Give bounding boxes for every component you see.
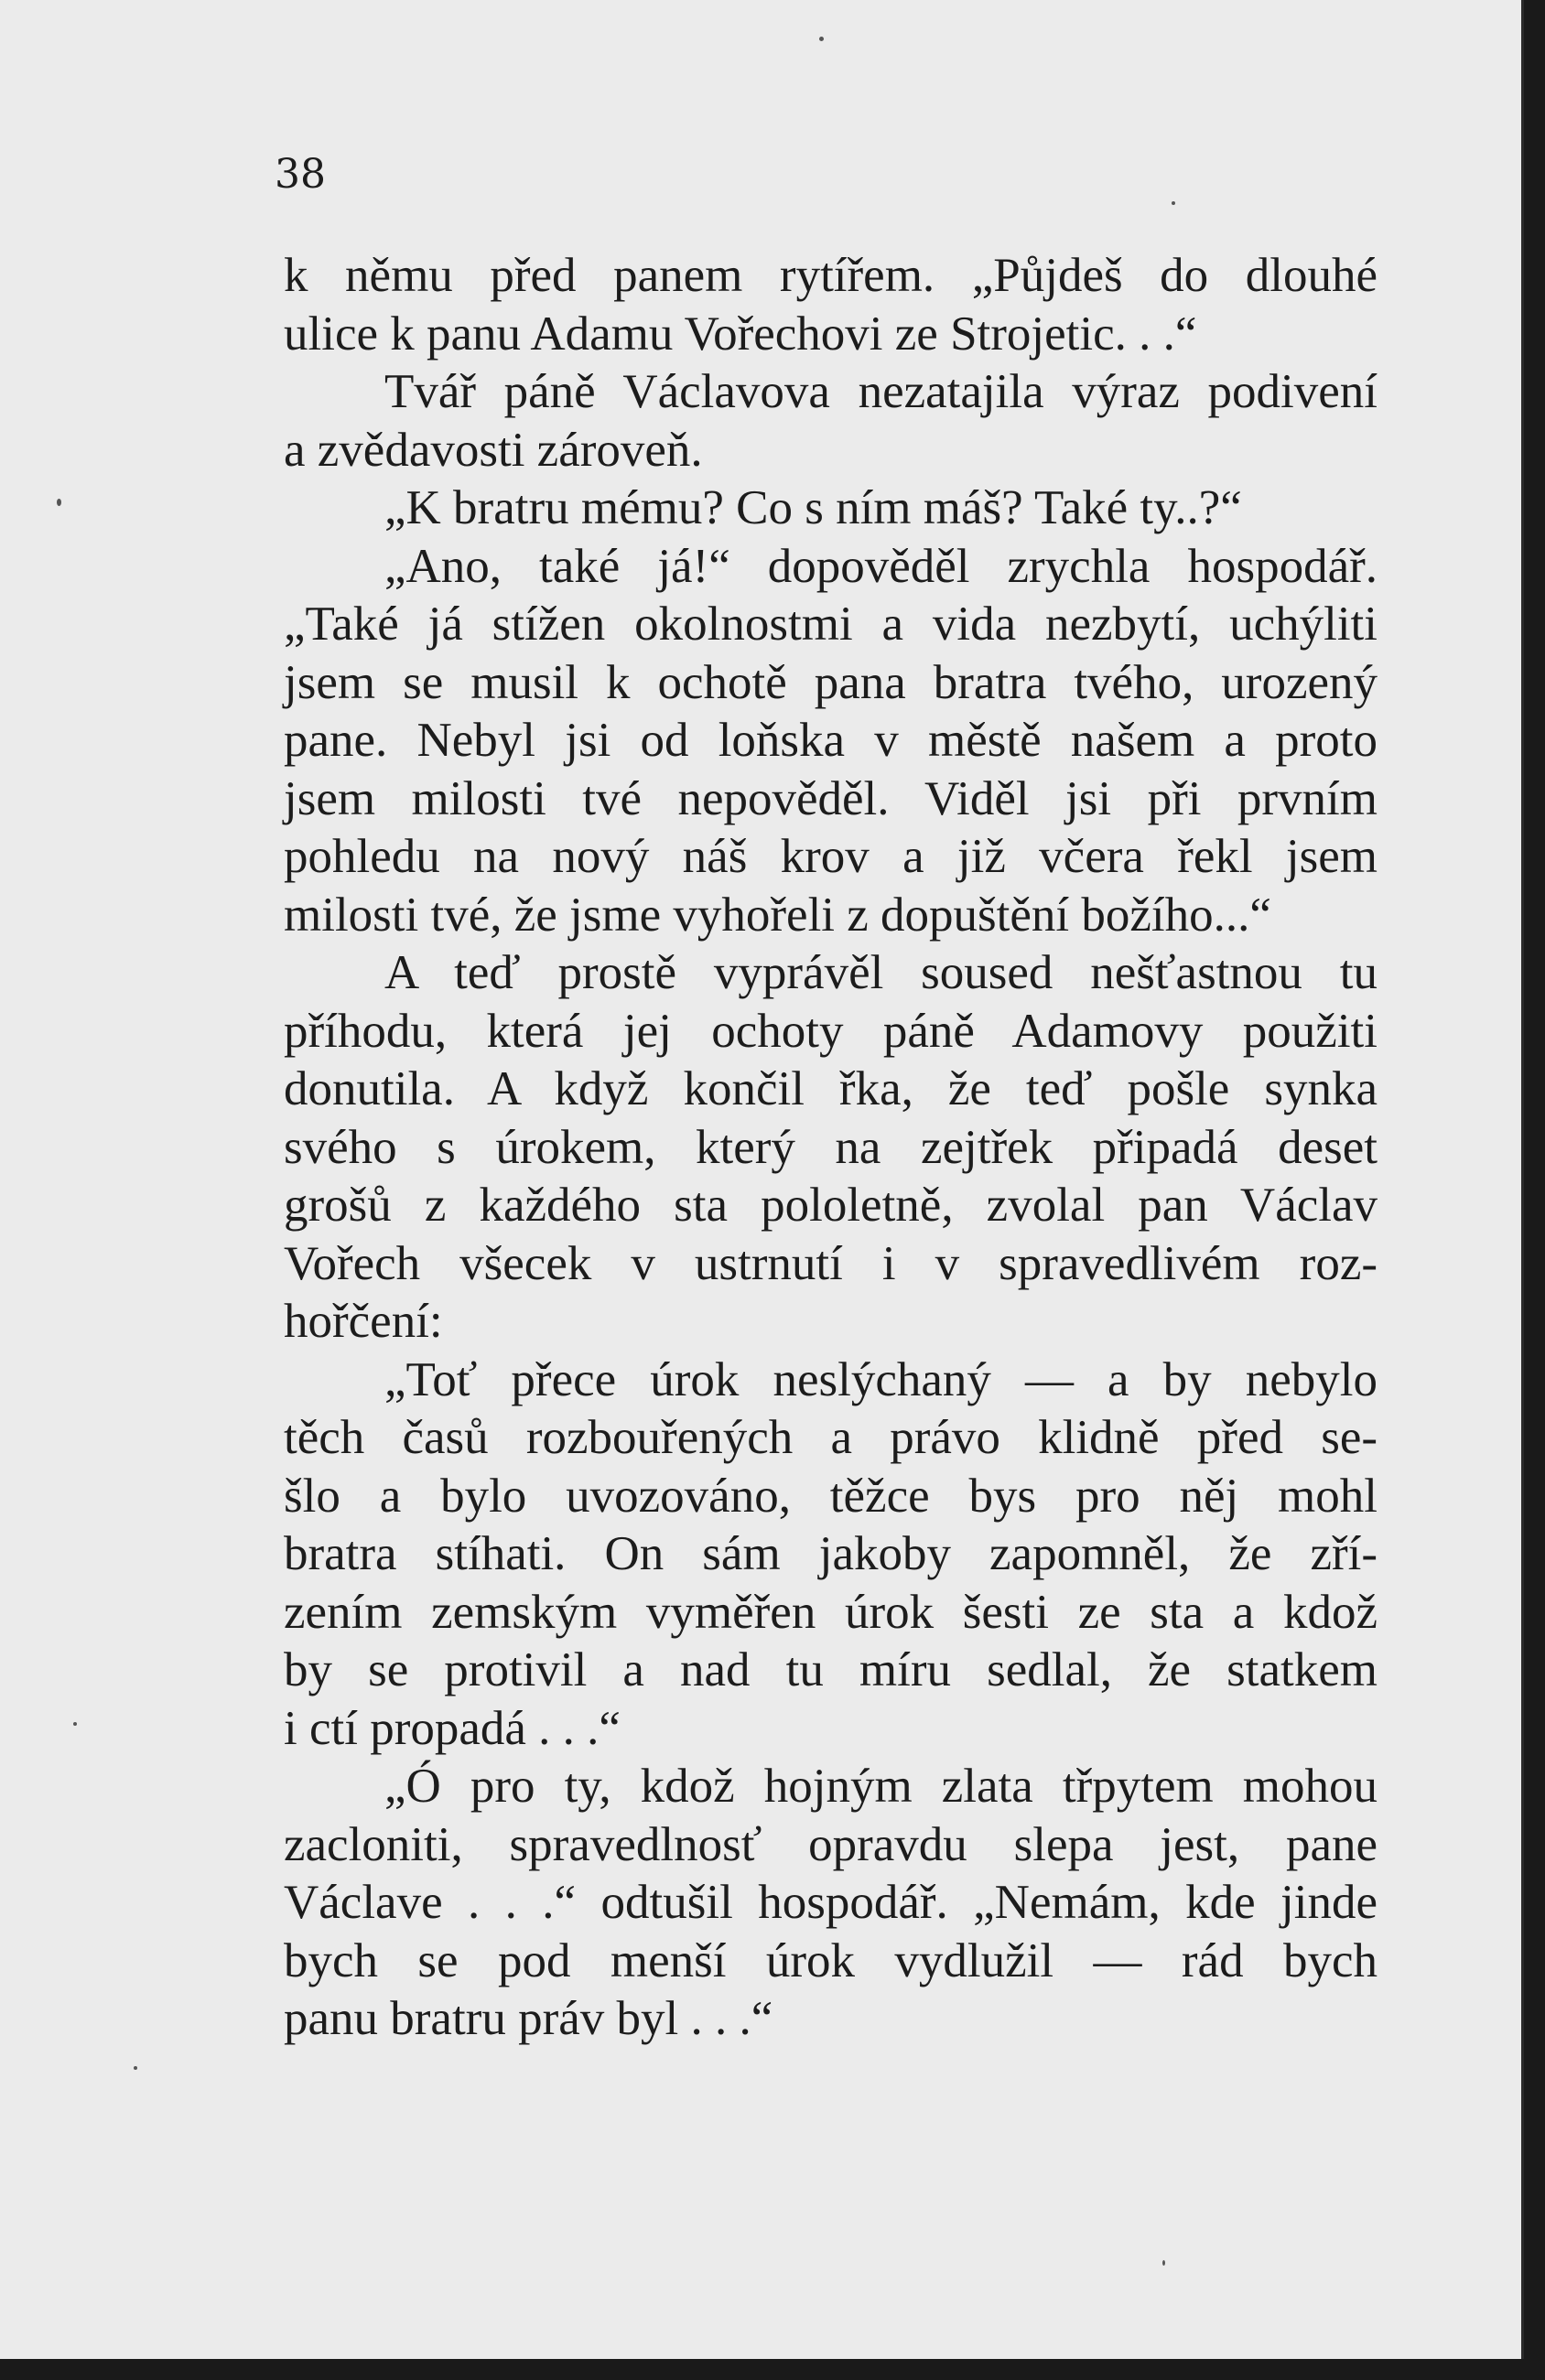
text-line: hořčení:: [284, 1295, 443, 1348]
print-speck: [134, 2066, 137, 2070]
text-line: „K bratru mému? Co s ním máš? Také ty..?“: [384, 481, 1242, 534]
text-line: příhodu, která jej ochoty páně Adamovy použiti: [284, 1004, 1378, 1058]
text-line: by se protivil a nad tu míru sedlal, že statkem: [284, 1643, 1378, 1696]
print-speck: [1172, 201, 1175, 205]
text-line: A teď prostě vyprávěl soused nešťastnou tu: [384, 946, 1378, 999]
print-speck: [73, 1722, 77, 1726]
page-edge-line: [1521, 0, 1524, 2359]
text-line: „Toť přece úrok neslýchaný — a by nebylo: [384, 1352, 1378, 1406]
text-line: Vořech všecek v ustrnutí i v spravedlivém roz-: [284, 1236, 1378, 1290]
text-line: panu bratru práv byl . . .“: [284, 1992, 773, 2045]
text-line: šlo a bylo uvozováno, těžce bys pro něj mohl: [284, 1469, 1378, 1523]
text-line: pane. Nebyl jsi od loňska v městě našem a proto: [284, 714, 1378, 767]
text-line: bratra stíhati. On sám jakoby zapomněl, že zří-: [284, 1527, 1378, 1580]
text-line: i ctí propadá . . .“: [284, 1701, 621, 1755]
text-line: k němu před panem rytířem. „Půjdeš do dlouhé: [284, 249, 1378, 302]
text-line: a zvědavosti zároveň.: [284, 423, 703, 477]
text-line: milosti tvé, že jsme vyhořeli z dopuštění božího...“: [284, 888, 1271, 942]
text-line: Tvář páně Václavova nezatajila výraz podivení: [384, 365, 1378, 418]
print-speck: [57, 499, 61, 506]
print-speck: [1162, 2260, 1165, 2266]
text-line: svého s úrokem, který na zejtřek připadá deset: [284, 1120, 1378, 1174]
text-line: „Ó pro ty, kdož hojným zlata třpytem mohou: [384, 1760, 1378, 1813]
text-line: „Také já stížen okolnostmi a vida nezbytí, uchýliti: [284, 598, 1378, 651]
text-line: pohledu na nový náš krov a již včera řekl jsem: [284, 830, 1378, 883]
print-speck: [819, 37, 824, 41]
text-line: bych se pod menší úrok vydlužil — rád bych: [284, 1933, 1378, 1987]
text-line: grošů z každého sta pololetně, zvolal pan Václav: [284, 1179, 1378, 1232]
text-line: těch časů rozbouřených a právo klidně před se-: [284, 1411, 1378, 1464]
text-line: donutila. A když končil řka, že teď pošle synka: [284, 1062, 1378, 1115]
text-line: jsem se musil k ochotě pana bratra tvého, urozený: [284, 655, 1378, 709]
page-number: 38: [275, 151, 326, 198]
text-line: „Ano, také já!“ dopověděl zrychla hospodář.: [384, 539, 1378, 593]
text-line: ulice k panu Adamu Vořechovi ze Strojetic. . .“: [284, 307, 1197, 361]
text-line: zacloniti, spravedlnosť opravdu slepa jest, pane: [284, 1817, 1378, 1871]
text-line: zením zemským vyměřen úrok šesti ze sta a kdož: [284, 1585, 1378, 1639]
text-line: jsem milosti tvé nepověděl. Viděl jsi při prvním: [284, 771, 1378, 825]
text-line: Václave . . .“ odtušil hospodář. „Nemám, kde jinde: [284, 1876, 1378, 1929]
body-text: [284, 247, 1378, 2049]
